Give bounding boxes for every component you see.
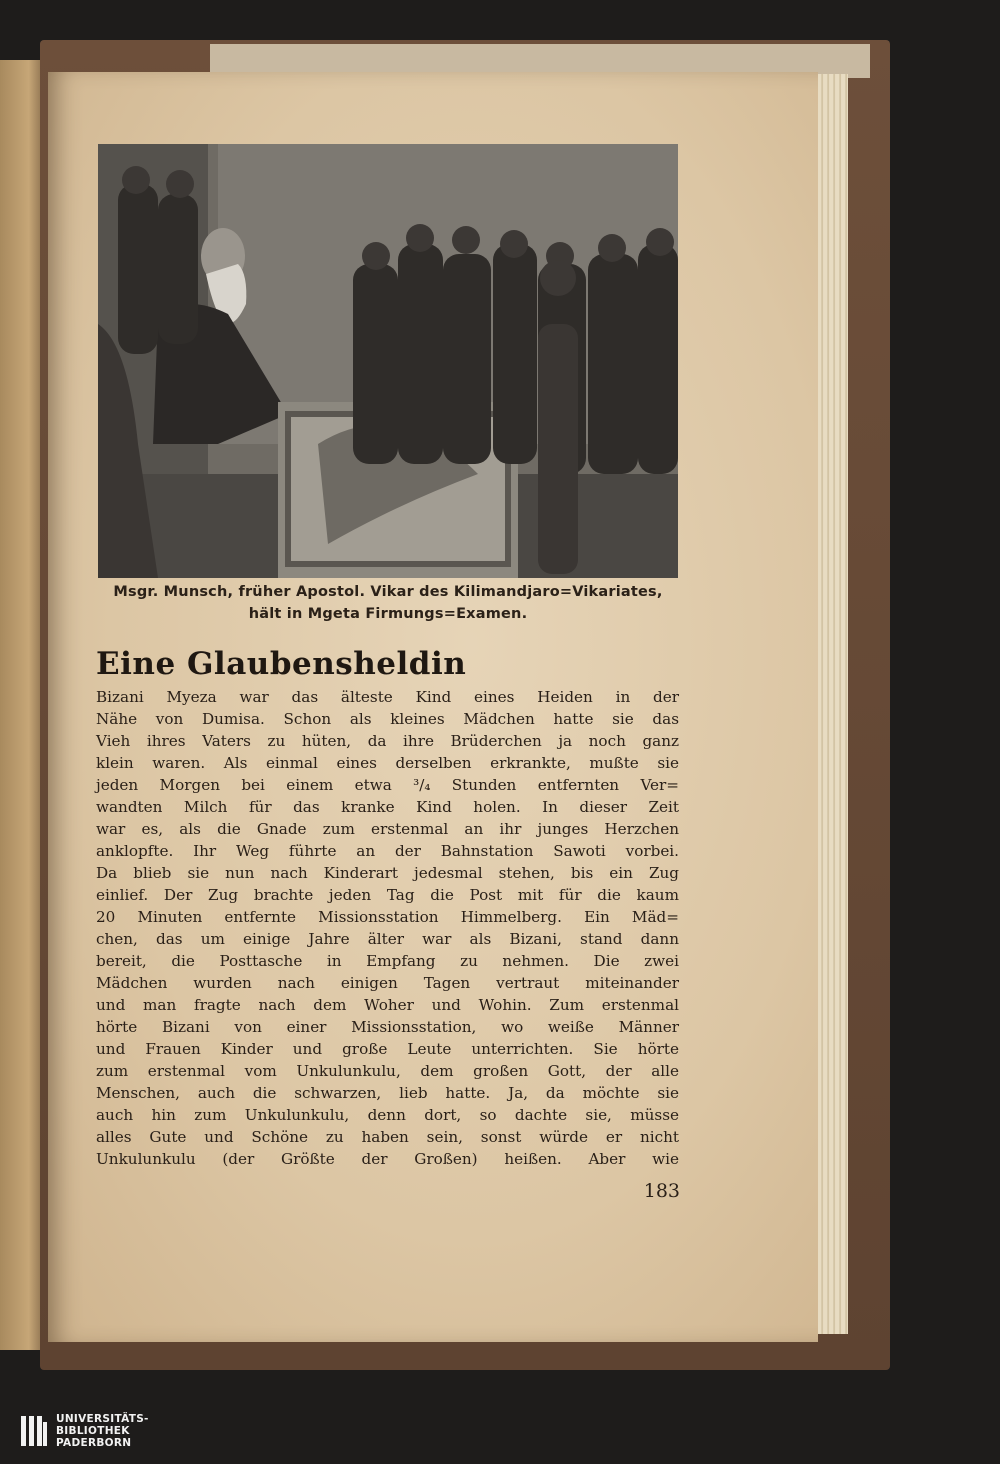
logo-line-2: BIBLIOTHEK [56,1425,130,1437]
body-line: klein waren. Als einmal eines derselben erkrankte, mußte sie [96,754,679,772]
body-line: Nähe von Dumisa. Schon als kleines Mädchen hatte sie das [96,710,679,728]
body-line: Mädchen wurden nach einigen Tagen vertraut miteinander [96,974,679,992]
body-line: zum erstenmal vom Unkulunkulu, dem großen Gott, der alle [96,1062,679,1080]
library-logo [20,1412,160,1452]
body-line: anklopfte. Ihr Weg führte an der Bahnstation Sawoti vorbei. [96,842,679,860]
chapter-heading: Eine Glaubensheldin [96,646,467,682]
body-line: Da blieb sie nun nach Kinderart jedesmal stehen, bis ein Zug [96,864,679,882]
body-line: und man fragte nach dem Woher und Wohin. Zum erstenmal [96,996,679,1014]
photo-illustration [98,144,678,578]
library-logo-text [56,1413,149,1449]
body-line: bereit, die Posttasche in Empfang zu nehmen. Die zwei [96,952,679,970]
body-line: 20 Minuten entfernte Missionsstation Himmelberg. Ein Mäd= [96,908,679,926]
body-line: war es, als die Gnade zum erstenmal an ihr junges Herzchen [96,820,679,838]
body-line: auch hin zum Unkulunkulu, denn dort, so dachte sie, müsse [96,1106,679,1124]
body-line: einlief. Der Zug brachte jeden Tag die Post mit für die kaum [96,886,679,904]
logo-line-3: PADERBORN [56,1437,132,1449]
photo-caption-line-2: hält in Mgeta Firmungs=Examen. [248,606,528,622]
body-line: jeden Morgen bei einem etwa ³/₄ Stunden entfernten Ver= [96,776,679,794]
page-number: 183 [643,1180,680,1202]
body-line: alles Gute und Schöne zu haben sein, sonst würde er nicht [96,1128,679,1146]
body-line: hörte Bizani von einer Missionsstation, wo weiße Männer [96,1018,679,1036]
library-logo-icon [20,1414,48,1448]
body-line: Unkulunkulu (der Größte der Großen) heißen. Aber wie [96,1150,679,1168]
body-line: und Frauen Kinder und große Leute unterrichten. Sie hörte [96,1040,679,1058]
logo-line-1: UNIVERSITÄTS- [56,1413,149,1425]
body-line: Bizani Myeza war das älteste Kind eines Heiden in der [96,688,679,706]
photograph [98,144,678,578]
body-line: Menschen, auch die schwarzen, lieb hatte. Ja, da möchte sie [96,1084,679,1102]
body-line: chen, das um einige Jahre älter war als Bizani, stand dann [96,930,679,948]
body-line: Vieh ihres Vaters zu hüten, da ihre Brüderchen ja noch ganz [96,732,679,750]
body-line: wandten Milch für das kranke Kind holen. In dieser Zeit [96,798,679,816]
photo-caption-line-1: Msgr. Munsch, früher Apostol. Vikar des Kilimandjaro=Vikariates, [113,584,663,600]
